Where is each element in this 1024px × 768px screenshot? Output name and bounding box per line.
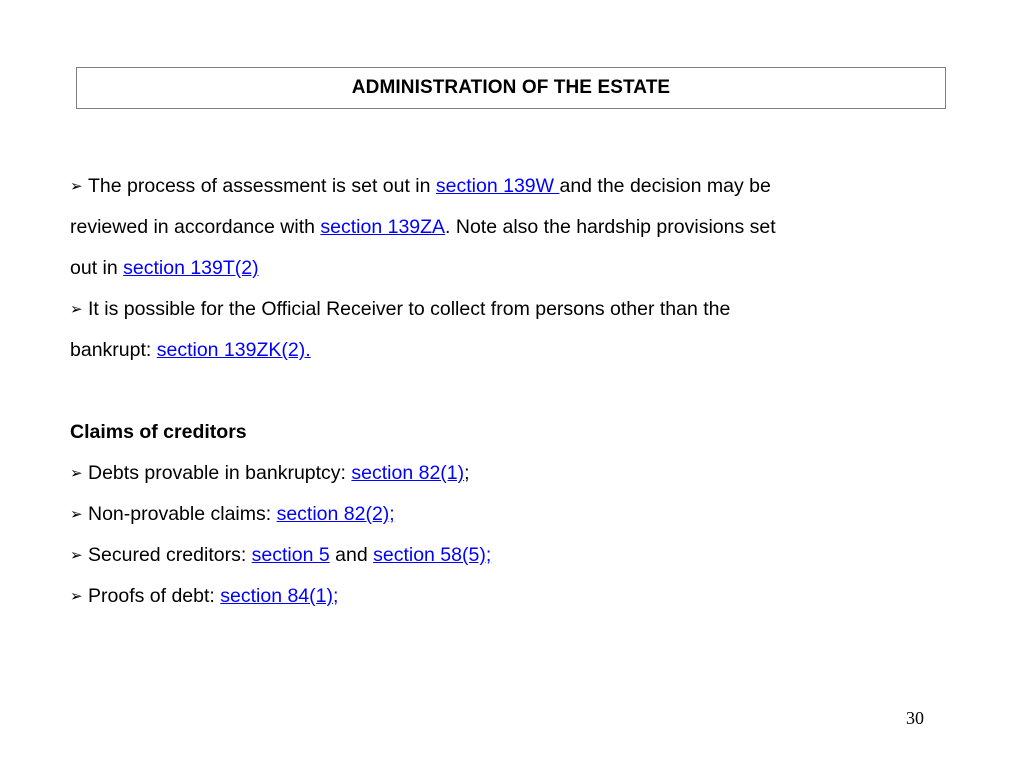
link-section-82-1[interactable]: section 82(1)	[351, 462, 465, 484]
link-section-139w[interactable]: section 139W	[435, 175, 560, 197]
link-section-84-1[interactable]: section 84(1);	[220, 585, 339, 607]
arrow-bullet-icon: ➢	[70, 588, 83, 605]
bullet-text: Non-provable claims:	[88, 503, 277, 525]
page-number: 30	[906, 708, 924, 728]
arrow-bullet-icon: ➢	[70, 465, 83, 482]
bullet-debts-provable	[70, 453, 940, 494]
bullet-official-receiver-cont	[70, 330, 940, 371]
bullet-text: Secured creditors:	[88, 544, 252, 566]
bullet-text: and	[329, 544, 374, 566]
bullet-text: and the decision may be	[559, 175, 771, 197]
bullet-text: bankrupt:	[70, 339, 157, 361]
bullet-text: Proofs of debt:	[88, 585, 221, 607]
bullet-text: Debts provable in bankruptcy:	[88, 462, 352, 484]
bullet-official-receiver	[70, 289, 940, 330]
bullet-secured-creditors	[70, 535, 940, 576]
bullet-text: The process of assessment is set out in	[88, 175, 436, 197]
arrow-bullet-icon: ➢	[70, 301, 83, 318]
bullet-text: . Note also the hardship provisions set	[445, 216, 776, 238]
link-section-82-2[interactable]: section 82(2);	[276, 503, 395, 525]
link-section-139t2[interactable]: section 139T(2)	[123, 257, 259, 279]
bullet-text: out in	[70, 257, 124, 279]
bullet-text: reviewed in accordance with	[70, 216, 321, 238]
bullet-text: ;	[464, 462, 470, 484]
bullet-non-provable	[70, 494, 940, 535]
bullet-text: It is possible for the Official Receiver to collect from persons other than the	[88, 298, 731, 320]
spacer	[70, 371, 940, 412]
bullet-proofs-of-debt	[70, 576, 940, 617]
arrow-bullet-icon: ➢	[70, 547, 83, 564]
link-section-58-5[interactable]: section 58(5);	[373, 544, 492, 566]
bullet-assessment-cont	[70, 207, 940, 248]
link-section-139zk2[interactable]: section 139ZK(2).	[156, 339, 311, 361]
slide-title: ADMINISTRATION OF THE ESTATE	[351, 77, 671, 98]
bullet-assessment	[70, 166, 940, 207]
claims-heading: Claims of creditors	[70, 421, 247, 443]
slide-content	[70, 166, 940, 617]
link-section-5[interactable]: section 5	[251, 544, 330, 566]
slide-title-box	[76, 67, 946, 109]
arrow-bullet-icon: ➢	[70, 506, 83, 523]
arrow-bullet-icon: ➢	[70, 178, 83, 195]
bullet-assessment-cont	[70, 248, 940, 289]
link-section-139za[interactable]: section 139ZA	[320, 216, 446, 238]
